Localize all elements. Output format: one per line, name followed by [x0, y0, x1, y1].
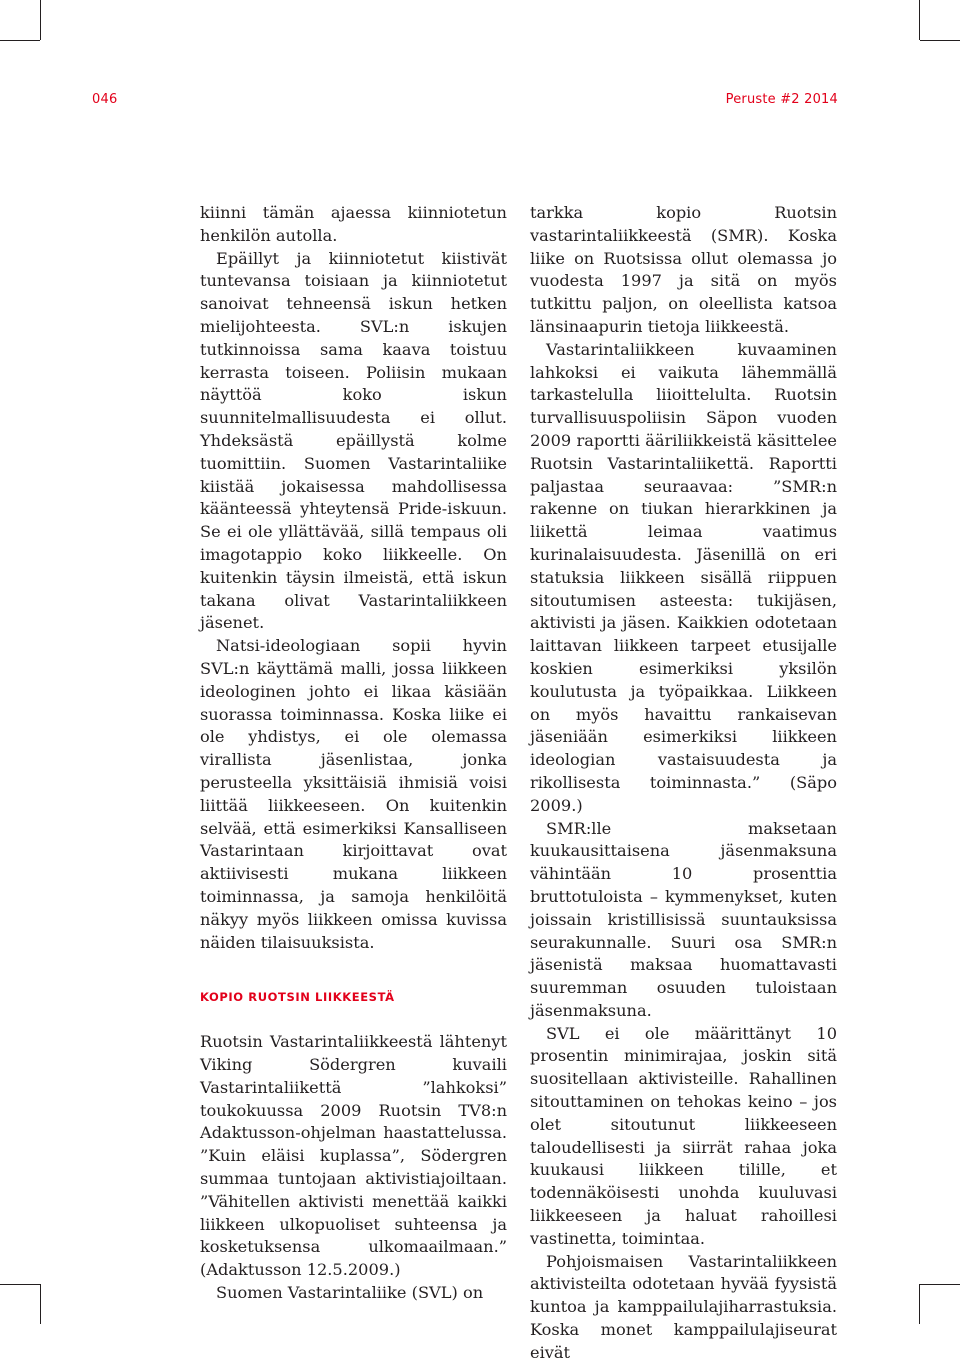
right-paragraph-5: Pohjoismaisen Vastarintaliikkeen aktivisteilta odotetaan hyvää fyysistä kuntoa ja kamppailulajiharrastuksia. Koska monet kamppailulajiseurat eivät [530, 1251, 837, 1362]
crop-mark-top-left-h [0, 40, 40, 41]
publication-title: Peruste #2 2014 [725, 92, 838, 107]
crop-mark-bottom-right-v [919, 1284, 920, 1324]
page-number: 046 [92, 92, 118, 107]
left-paragraph-5: Suomen Vastarintaliike (SVL) on [216, 1283, 484, 1303]
left-paragraph-4: Ruotsin Vastarintaliikkeestä lähtenyt Viking Södergren kuvaili Vastarintaliikettä ”lahkoksi” toukokuussa 2009 Ruotsin TV8:n Adaktusson-ohjelman haastattelussa. ”Kuin eläisi kuplassa”, Södergren summaa tuntojaan aktivistiajoiltaan. ”Vähitellen aktivisti menettää kaikki liikkeen ulkopuoliset suhteensa ja kosketuksensa ulkomaailmaan.” (Adaktusson 12.5.2009.) [200, 1032, 507, 1280]
right-paragraph-1: tarkka kopio Ruotsin vastarintaliikkeestä (SMR). Koska liike on Ruotsissa ollut olemassa jo vuodesta 1997 ja sitä on myös tutkittu paljon, on oleellista katsoa länsinaapurin tietoja liikkeestä. [530, 203, 837, 336]
crop-mark-bottom-left-v [40, 1284, 41, 1324]
crop-mark-top-left-v [40, 0, 41, 40]
left-paragraph-3: Natsi-ideologiaan sopii hyvin SVL:n käyttämä malli, jossa liikkeen ideologinen johto ei likaa käsiään suorassa toiminnassa. Koska liike ei ole yhdistys, ei ole olemassa virallista jäsenlistaa, jonka perusteella yksittäisiä ihmisiä voisi liittää liikkeeseen. On kuitenkin selvää, että esimerkiksi Kansalliseen Vastarintaan kirjoittavat ovat aktiivisesti mukana liikkeen toiminnassa, ja samoja henkilöitä näkyy myös liikkeen omissa kuvissa näiden tilaisuuksista. [200, 636, 507, 952]
crop-mark-top-right-v [919, 0, 920, 40]
right-paragraph-2: Vastarintaliikkeen kuvaaminen lahkoksi ei vaikuta lähemmällä tarkastelulla liioittelulta. Ruotsin turvallisuuspoliisin Säpon vuoden 2009 raportti ääriliikkeistä käsittelee Ruotsin Vastarintaliikettä. Raportti paljastaa seuraavaa: ”SMR:n rakenne on tiukan hierarkkinen ja liikettä leimaa vaatimus kurinalaisuudesta. Jäsenillä on eri statuksia liikkeen sisällä riippuen sitoutumisen asteesta: tukijäsen, aktivisti ja jäsen. Kaikkien odotetaan laittavan liikkeen tarpeet etusijalle koskien esimerkiksi yksilön koulutusta ja työpaikkaa. Liikkeen on myös havaittu rankaisevan jäseniään esimerkiksi liikkeen ideologian vastaisuudesta ja rikollisesta toiminnasta.” (Säpo 2009.) [530, 339, 837, 815]
crop-mark-bottom-left-h [0, 1284, 40, 1285]
left-paragraph-2: Epäillyt ja kiinniotetut kiistivät tuntevansa toisiaan ja kiinniotetut sanoivat tehneensä iskun hetken mielijohteesta. SVL:n iskujen tutkinnoissa sama kaava toistuu kerrasta toiseen. Poliisin mukaan näyttöä koko iskun suunnitelmallisuudesta ei ollut. Yhdeksästä epäillystä kolme tuomittiin. Suomen Vastarintaliike kiistää jokaisessa mahdollisessa käänteessä yhteytensä Pride-iskuun. Se ei ole yllättävää, sillä tempaus oli imagotappio koko liikkeelle. On kuitenkin täysin ilmeistä, että iskun takana olivat Vastarintaliikkeen jäsenet. [200, 248, 507, 633]
left-column [200, 202, 507, 1305]
section-subheading: KOPIO RUOTSIN LIIKKEESTÄ [200, 990, 395, 1005]
right-paragraph-4: SVL ei ole määrittänyt 10 prosentin minimirajaa, joskin sitä suositellaan aktivisteille. Rahallinen sitouttaminen on tehokas keino – jos olet sitoutunut liikkeeseen taloudellisesti ja siirrät rahaa joka kuukausi liikkeen tilille, et todennäköisesti unohda kuuluvasi liikkeeseen ja haluat rahoillesi vastinetta, toimintaa. [530, 1023, 837, 1248]
right-column [530, 202, 837, 1365]
left-paragraph-1: kiinni tämän ajaessa kiinniotetun henkilön autolla. [200, 203, 507, 245]
crop-mark-top-right-h [920, 40, 960, 41]
right-paragraph-3: SMR:lle maksetaan kuukausittaisena jäsenmaksuna vähintään 10 prosenttia bruttotuloista – kymmenykset, kuten joissain kristillisissä suuntauksissa seurakunnalle. Suuri osa SMR:n jäsenistä maksaa huomattavasti suuremman osuuden tuloistaan jäsenmaksuna. [530, 818, 837, 1020]
crop-mark-bottom-right-h [920, 1284, 960, 1285]
